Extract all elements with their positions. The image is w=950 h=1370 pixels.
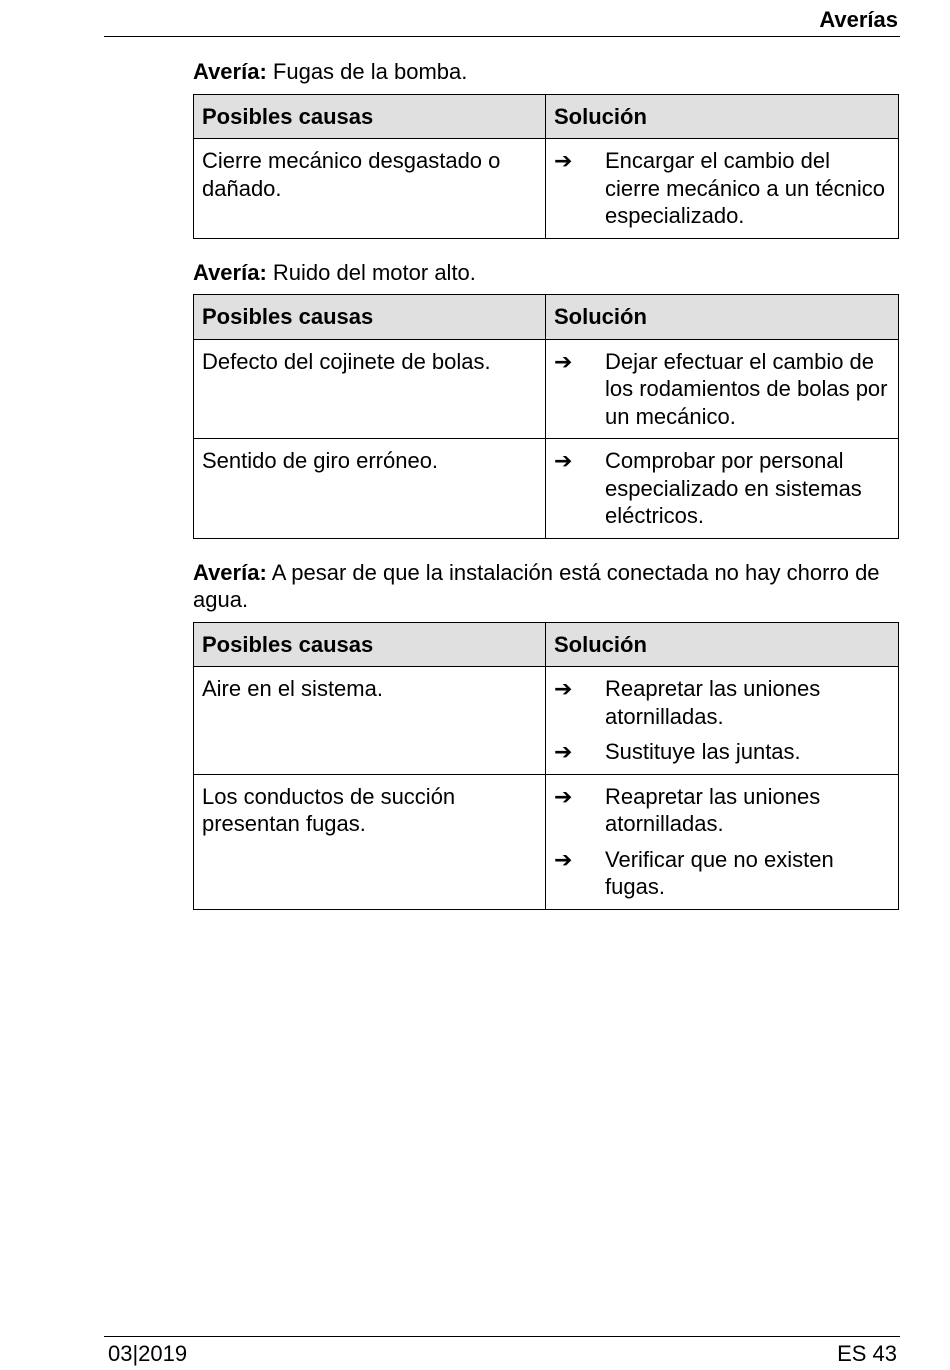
- cause-cell: Sentido de giro erróneo.: [194, 439, 546, 539]
- fault-title: [193, 559, 897, 614]
- footer-page-number: ES 43: [837, 1341, 897, 1366]
- solution-step: [554, 675, 890, 730]
- step-text: Dejar efectuar el cambio de los rodamientos de bolas por un mecánico.: [605, 348, 888, 429]
- solution-header: Solución: [546, 295, 899, 340]
- fault-label: Avería:: [193, 259, 267, 285]
- fault-label: Avería:: [193, 59, 267, 84]
- step-text: Verificar que no existen fugas.: [605, 846, 834, 899]
- solution-cell: [546, 774, 899, 909]
- cause-cell: Defecto del cojinete de bolas.: [194, 339, 546, 439]
- solution-step: [554, 348, 890, 431]
- step-text: Encargar el cambio del cierre mecánico a un técnico especializado.: [605, 148, 886, 228]
- solution-header: Solución: [546, 94, 899, 139]
- arrow-right-icon: ➔: [554, 676, 573, 701]
- cause-cell: Los conductos de succión presentan fugas.: [194, 774, 546, 909]
- step-text: Reapretar las uniones atornilladas.: [605, 783, 821, 836]
- solution-step: [554, 783, 890, 838]
- footer-rule: [104, 1336, 900, 1337]
- fault-table: [193, 294, 899, 539]
- arrow-right-icon: ➔: [554, 148, 573, 173]
- causes-header: Posibles causas: [194, 622, 546, 667]
- cause-cell: Cierre mecánico desgastado o dañado.: [194, 139, 546, 239]
- fault-table: [193, 94, 899, 239]
- fault-table: [193, 622, 899, 910]
- fault-label: Avería:: [193, 559, 267, 585]
- step-text: Sustituye las juntas.: [605, 739, 801, 764]
- fault-description: A pesar de que la instalación está conectada no hay chorro de agua.: [193, 559, 880, 612]
- table-row: [194, 139, 899, 239]
- fault-title: [193, 58, 897, 86]
- table-row: [194, 774, 899, 909]
- table-row: [194, 339, 899, 439]
- solution-cell: [546, 439, 899, 539]
- arrow-right-icon: ➔: [554, 739, 573, 764]
- solution-cell: [546, 667, 899, 775]
- solution-cell: [546, 339, 899, 439]
- fault-description: Ruido del motor alto.: [272, 259, 476, 285]
- solution-cell: [546, 139, 899, 239]
- solution-step: [554, 846, 890, 901]
- fault-title: [193, 259, 897, 287]
- arrow-right-icon: ➔: [554, 348, 573, 374]
- arrow-right-icon: ➔: [554, 846, 573, 872]
- table-row: [194, 667, 899, 775]
- step-text: Comprobar por personal especializado en sistemas eléctricos.: [605, 448, 862, 528]
- header-rule: [104, 36, 900, 37]
- solution-step: [554, 447, 890, 530]
- footer-date: 03|2019: [108, 1341, 188, 1366]
- fault-content: [193, 58, 897, 930]
- arrow-right-icon: ➔: [554, 448, 573, 473]
- fault-description: Fugas de la bomba.: [272, 59, 468, 84]
- solution-header: Solución: [546, 622, 899, 667]
- solution-step: [554, 147, 890, 230]
- arrow-right-icon: ➔: [554, 783, 573, 809]
- page-header-title: Averías: [819, 7, 898, 32]
- causes-header: Posibles causas: [194, 295, 546, 340]
- solution-step: [554, 738, 890, 766]
- causes-header: Posibles causas: [194, 94, 546, 139]
- cause-cell: Aire en el sistema.: [194, 667, 546, 775]
- table-row: [194, 439, 899, 539]
- step-text: Reapretar las uniones atornilladas.: [605, 676, 821, 729]
